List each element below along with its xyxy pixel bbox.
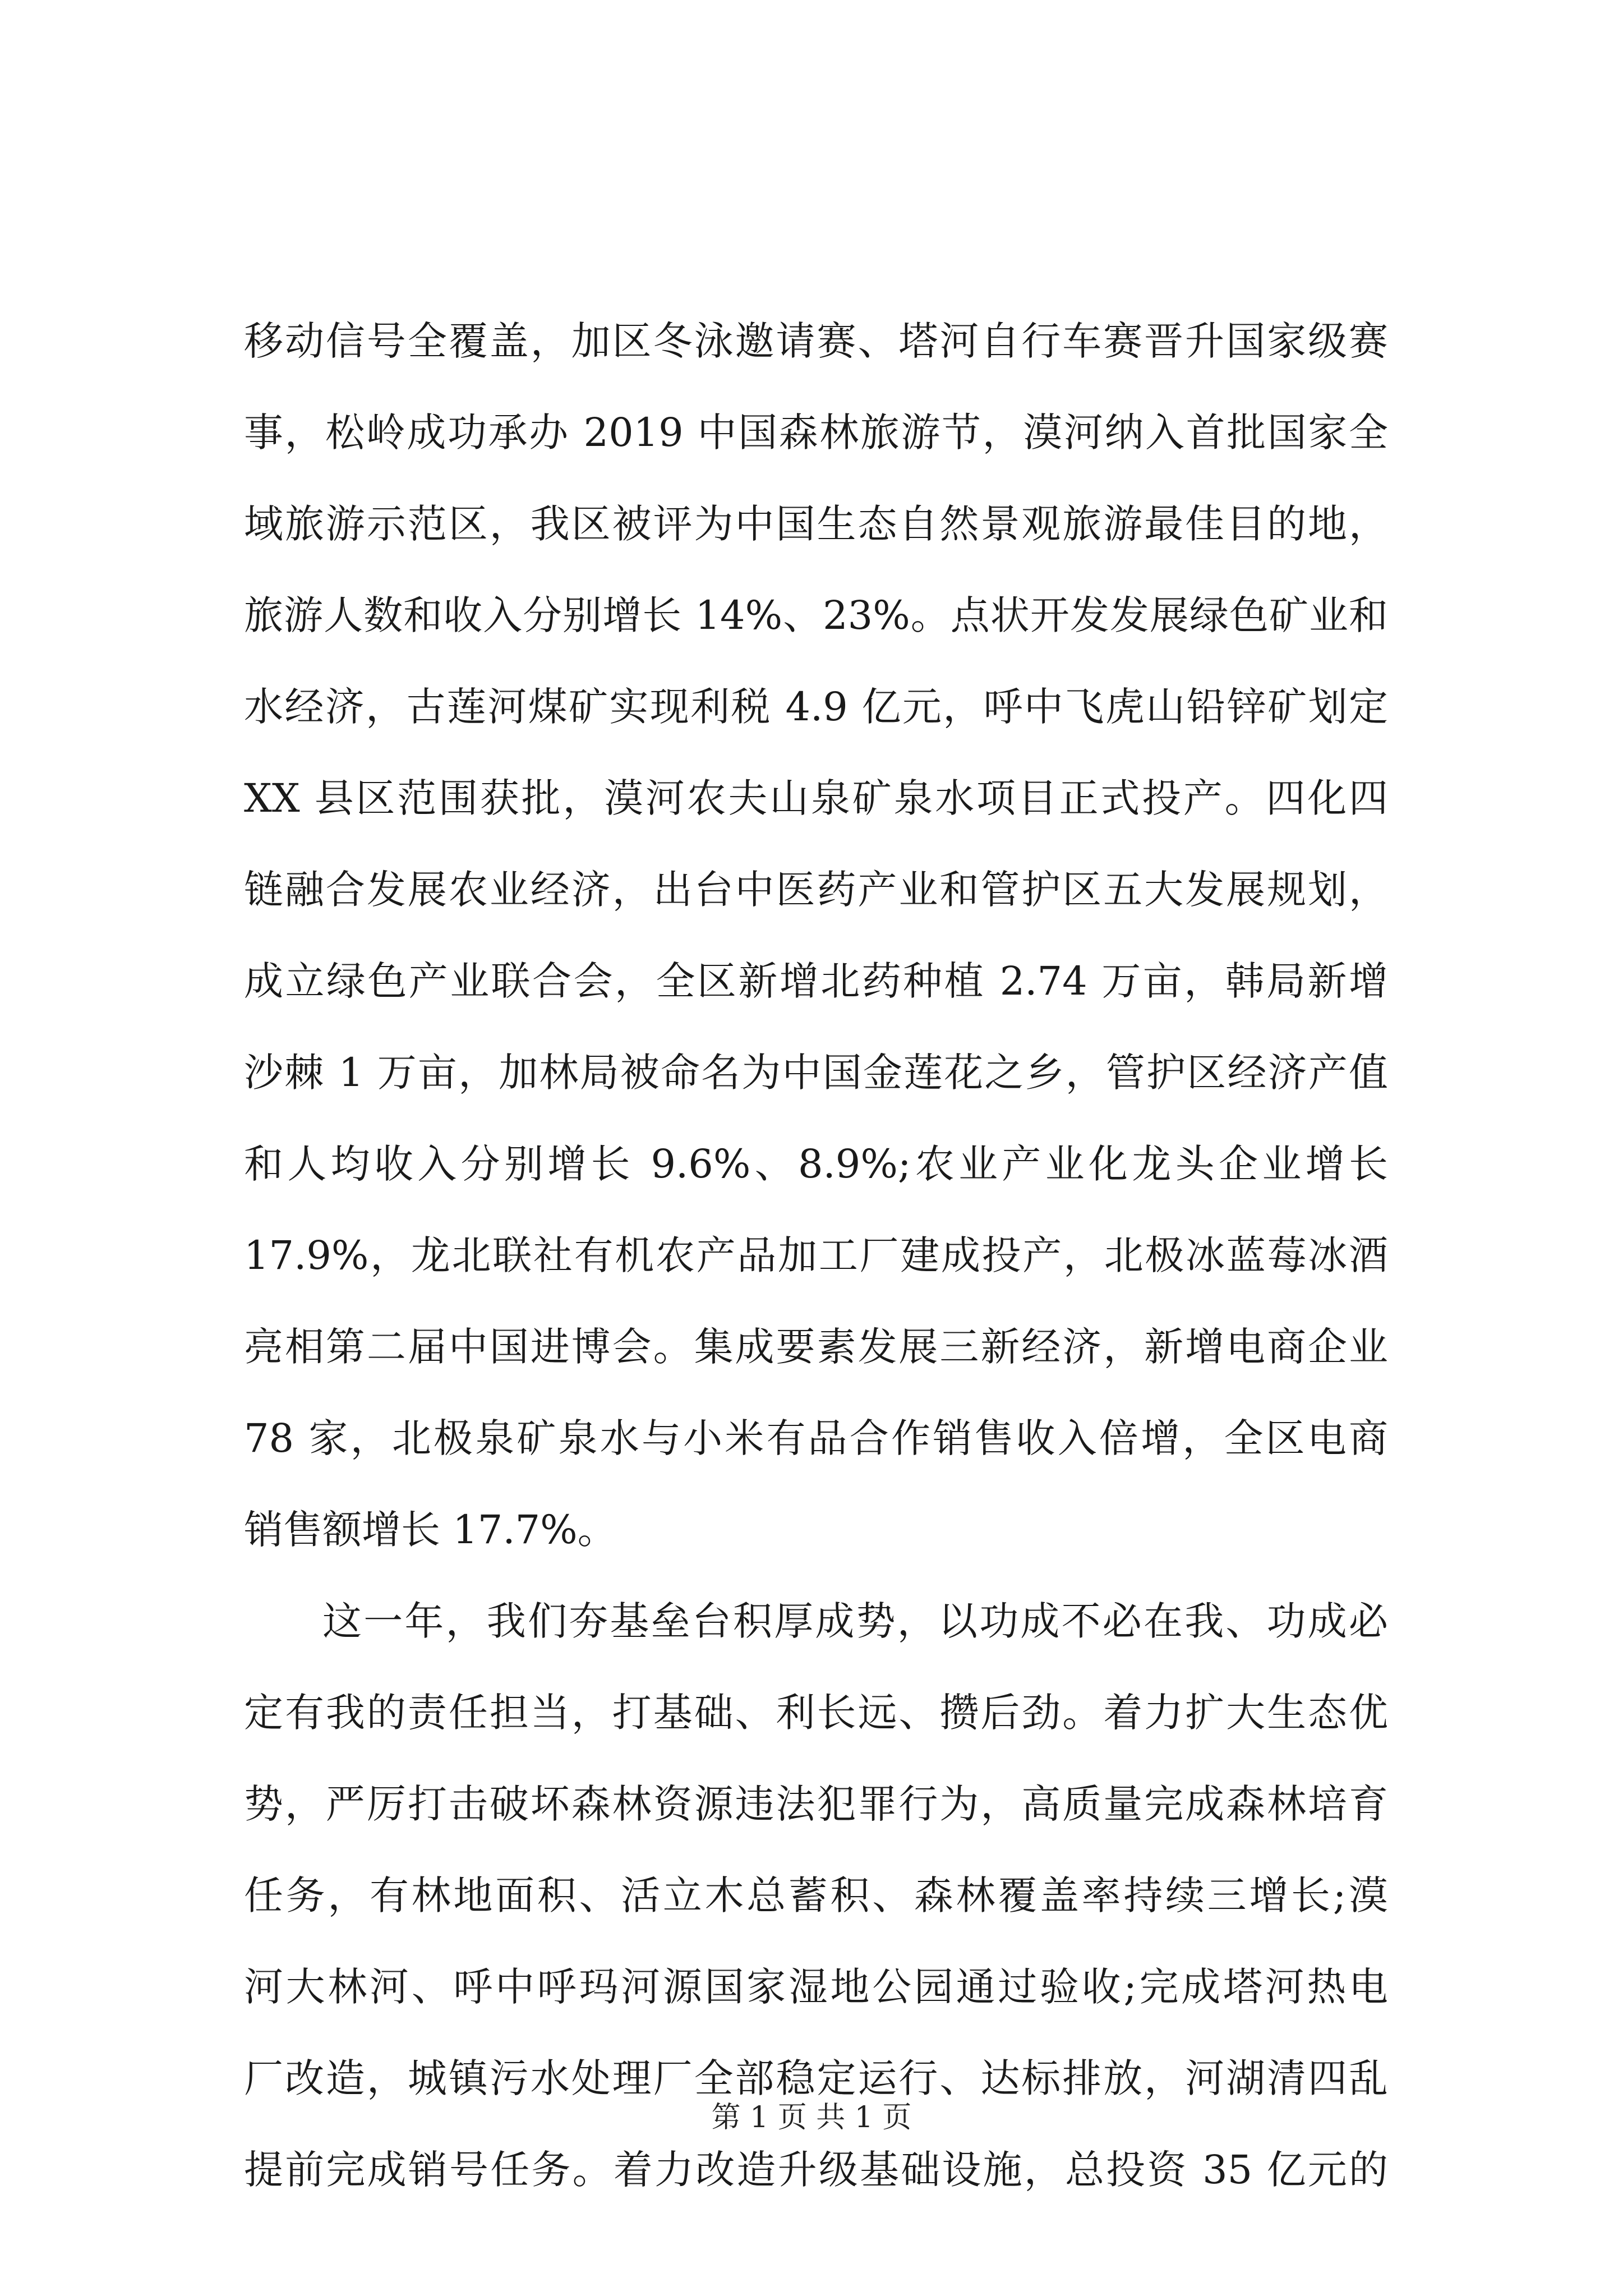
text-line: 亮相第二届中国进博会。集成要素发展三新经济，新增电商企业 [244, 1324, 1388, 1370]
text-line: 厂改造，城镇污水处理厂全部稳定运行、达标排放，河湖清四乱 [244, 2055, 1388, 2101]
document-body [244, 296, 1388, 2216]
text-line: 河大林河、呼中呼玛河源国家湿地公园通过验收;完成塔河热电 [244, 1964, 1388, 2010]
text-line: 水经济，古莲河煤矿实现利税 4.9 亿元，呼中飞虎山铅锌矿划定 [244, 684, 1388, 730]
text-line: XX 县区范围获批，漠河农夫山泉矿泉水项目正式投产。四化四 [244, 775, 1388, 821]
text-line: 事，松岭成功承办 2019 中国森林旅游节，漠河纳入首批国家全 [244, 409, 1388, 455]
text-line: 旅游人数和收入分别增长 14%、23%。点状开发发展绿色矿业和 [244, 592, 1388, 638]
text-line: 任务，有林地面积、活立木总蓄积、森林覆盖率持续三增长;漠 [244, 1872, 1388, 1918]
text-line: 移动信号全覆盖，加区冬泳邀请赛、塔河自行车赛晋升国家级赛 [244, 318, 1388, 364]
text-line: 提前完成销号任务。着力改造升级基础设施，总投资 35 亿元的 [244, 2147, 1388, 2193]
page-number-label: 第 1 页 共 1 页 [711, 2101, 912, 2134]
text-line: 沙棘 1 万亩，加林局被命名为中国金莲花之乡，管护区经济产值 [244, 1050, 1388, 1096]
text-line: 78 家，北极泉矿泉水与小米有品合作销售收入倍增，全区电商 [244, 1415, 1388, 1461]
text-line: 定有我的责任担当，打基础、利长远、攒后劲。着力扩大生态优 [244, 1690, 1388, 1736]
text-line: 势，严厉打击破坏森林资源违法犯罪行为，高质量完成森林培育 [244, 1781, 1388, 1827]
paragraph-last-line: 销售额增长 17.7%。 [244, 1507, 617, 1553]
text-line: 链融合发展农业经济，出台中医药产业和管护区五大发展规划， [244, 867, 1388, 913]
text-line: 域旅游示范区，我区被评为中国生态自然景观旅游最佳目的地， [244, 501, 1388, 547]
page-footer [0, 2095, 1623, 2140]
text-line: 成立绿色产业联合会，全区新增北药种植 2.74 万亩，韩局新增 [244, 958, 1388, 1004]
text-line: 17.9%，龙北联社有机农产品加工厂建成投产，北极冰蓝莓冰酒 [244, 1232, 1388, 1278]
paragraph-first-line: 这一年，我们夯基垒台积厚成势，以功成不必在我、功成必 [322, 1598, 1388, 1644]
text-line: 和人均收入分别增长 9.6%、8.9%;农业产业化龙头企业增长 [244, 1141, 1388, 1187]
